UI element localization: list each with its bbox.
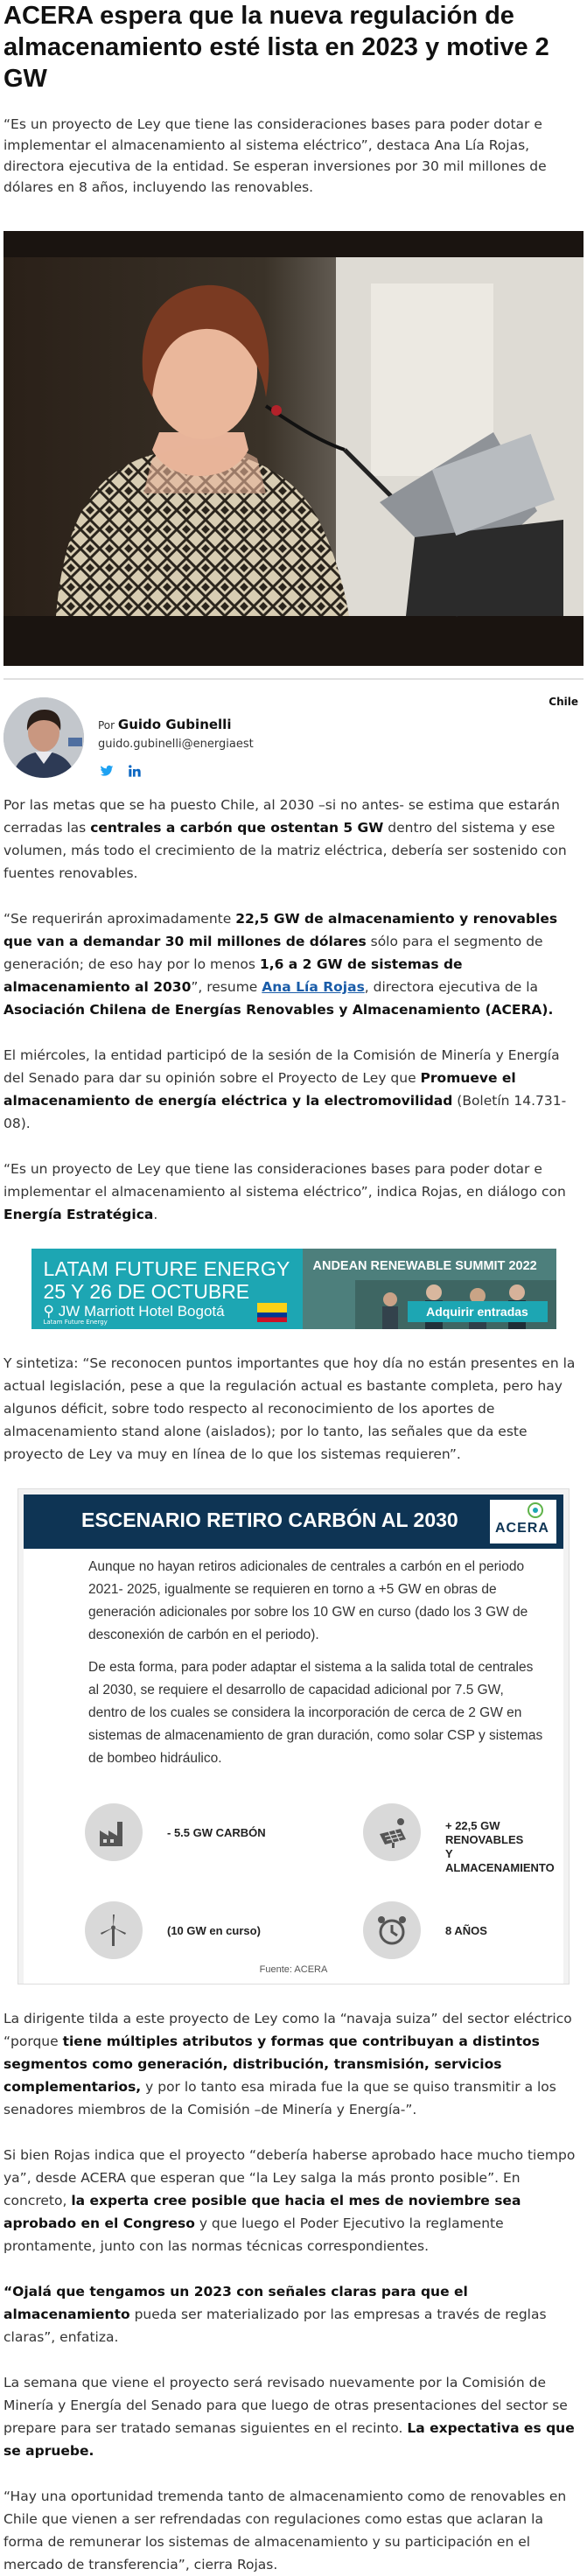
author-email[interactable]: guido.gubinelli@energiaest xyxy=(98,738,254,751)
in-progress-label: (10 GW en curso) xyxy=(167,1924,261,1937)
factory-icon xyxy=(85,1803,143,1861)
wind-turbine-icon xyxy=(85,1901,143,1959)
location-pin-icon: ⚲ xyxy=(43,1303,59,1320)
infographic-title: ESCENARIO RETIRO CARBÓN AL 2030 xyxy=(81,1508,458,1531)
linkedin-icon[interactable] xyxy=(128,764,143,780)
paragraph-10: “Hay una oportunidad tremenda tanto de almacenamiento como de renovables en Chile que vienen a ser refrendadas con regulaciones como estas que aclaran la forma de remunerar los sistemas de almacenamiento y su participación en el mercado de transferencia”, cierra Rojas. xyxy=(3,2488,567,2572)
banner-date: 25 Y 26 DE OCTUBRE xyxy=(43,1280,250,1303)
infographic-text-1: Aunque no hayan retiros adicionales de centrales a carbón en el periodo 2021- 2025, igualmente se requieren en torno a +5 GW en obras de generación adicionales por sobre los 10 GW en curso (dado los 3 GW de desconexión de carbón en el periodo). xyxy=(88,1559,528,1642)
author-box xyxy=(0,680,587,794)
author-byline xyxy=(98,717,231,732)
paragraph-7: Si bien Rojas indica que el proyecto “debería haberse aprobado hace mucho tiempo ya”, desde ACERA que esperan que “la Ley salga la más pronto posible”. En concreto, la experta cree posible que hacia el mes de noviembre sea aprobado en el Congreso y que luego el Poder Ejecutivo la reglamente prontamente, junto con las normas técnicas correspondientes. xyxy=(3,2147,576,2254)
coal-label: - 5.5 GW CARBÓN xyxy=(167,1826,266,1839)
author-name[interactable]: Guido Gubinelli xyxy=(117,717,232,732)
acera-logo: ACERA xyxy=(490,1500,556,1544)
author-avatar xyxy=(3,697,84,778)
banner-title: LATAM FUTURE ENERGY xyxy=(43,1257,290,1280)
event-banner-ad[interactable] xyxy=(31,1249,556,1329)
paragraph-6: La dirigente tilda a este proyecto de Ley como la “navaja suiza” del sector eléctrico “porque tiene múltiples atributos y formas que contribuyan a distintos segmentos como generación, distribución, transmisión, servicios complementarios, y por lo tanto esa mirada fue la que se quiso transmitir a los senadores miembros de la Comisión –de Minería y Energía-”. xyxy=(3,2011,572,2118)
article-title: ACERA espera que la nueva regulación de almacenamiento esté lista en 2023 y motive 2 GW xyxy=(3,2,549,93)
alarm-clock-icon xyxy=(363,1901,421,1959)
paragraph-4: “Es un proyecto de Ley que tiene las consideraciones bases para poder dotar e implementar el almacenamiento al sistema eléctrico”, indica Rojas, en diálogo con Energía Estratégica. xyxy=(3,1161,566,1222)
solar-panel-icon xyxy=(363,1803,421,1861)
paragraph-5: Y sintetiza: “Se reconocen puntos importantes que hoy día no están presentes en la actual legislación, pese a que la regulación actual es bastante completa, pero hay algunos déficit, sobre todo respecto al reconocimiento de los aportes de almacenamiento stand alone (aislados); por lo tanto, las señales que da este proyecto de Ley va muy en línea de lo que los sistemas requieren”. xyxy=(3,1355,576,1462)
infographic-header xyxy=(24,1494,563,1549)
infographic-text xyxy=(24,1549,563,1779)
article-body xyxy=(0,794,587,2576)
years-label: 8 AÑOS xyxy=(445,1924,487,1937)
renewables-label: + 22,5 GW RENOVABLES Y ALMACENAMIENTO xyxy=(445,1819,555,1874)
country-tag[interactable]: Chile xyxy=(549,696,578,708)
infographic-text-2: De esta forma, para poder adaptar el sistema a la salida total de centrales al 2030, se requiere el desarrollo de capacidad adicional por 7.5 GW, dentro de los cuales se considera la incorporación de cerca de 2 GW en sistemas de almacenamiento de gran duración, como solar CSP y sistemas de bombeo hidráulico. xyxy=(88,1660,543,1766)
twitter-icon[interactable] xyxy=(100,764,115,780)
banner-summit: ANDEAN RENEWABLE SUMMIT 2022 xyxy=(312,1259,537,1273)
article-lead: “Es un proyecto de Ley que tiene las consideraciones bases para poder dotar e implementar el almacenamiento al sistema eléctrico”, destaca Ana Lía Rojas, directora ejecutiva de la entidad. Se esperan inversiones por 30 mil millones de dólares en 8 años, incluyendo las renovables. xyxy=(3,116,547,195)
paragraph-3: El miércoles, la entidad participó de la sesión de la Comisión de Minería y Energía del Senado para dar su opinión sobre el Proyecto de Ley que Promueve el almacenamiento de energía eléctrica y la electromovilidad (Boletín 14.731-08). xyxy=(3,1047,567,1131)
speaker-illustration xyxy=(3,231,584,666)
hero-photo xyxy=(3,231,584,666)
paragraph-9: La semana que viene el proyecto será revisado nuevamente por la Comisión de Minería y Energía del Senado para que luego de otras presentaciones del sector se prepare para ser tratado semanas siguientes en el recinto. La expectativa es que se apruebe. xyxy=(3,2375,575,2459)
social-links xyxy=(100,764,143,780)
banner-venue: ⚲ JW Marriott Hotel Bogotá xyxy=(43,1303,225,1320)
paragraph-8: “Ojalá que tengamos un 2023 con señales claras para que el almacenamiento pueda ser materializado por las empresas a través de reglas claras”, enfatiza. xyxy=(3,2284,547,2345)
ana-lia-rojas-link[interactable]: Ana Lía Rojas xyxy=(262,979,365,995)
paragraph-1: Por las metas que se ha puesto Chile, al 2030 –si no antes- se estima que estarán cerradas las centrales a carbón que ostentan 5 GW dentro del sistema y ese volumen, más todo el crecimiento de la matriz eléctrica, debería ser sostenido con fuentes renovables. xyxy=(3,797,567,881)
infographic-grid xyxy=(24,1779,563,1959)
by-prefix: Por xyxy=(98,719,115,732)
banner-logo: Latam Future Energy xyxy=(43,1319,108,1326)
paragraph-2: “Se requerirán aproximadamente 22,5 GW de almacenamiento y renovables que van a demandar 30 mil millones de dólares sólo para el segmento de generación; de eso hay por lo menos 1,6 a 2 GW de sistemas de almacenamiento al 2030”, resume Ana Lía Rojas, directora ejecutiva de la Asociación Chilena de Energías Renovables y Almacenamiento (ACERA). xyxy=(3,911,558,1018)
colombia-flag-icon xyxy=(257,1303,287,1322)
infographic-source: Fuente: ACERA xyxy=(24,1959,563,1984)
infographic-coal-retirement xyxy=(17,1488,570,1984)
buy-tickets-button[interactable]: Adquirir entradas xyxy=(408,1301,548,1322)
